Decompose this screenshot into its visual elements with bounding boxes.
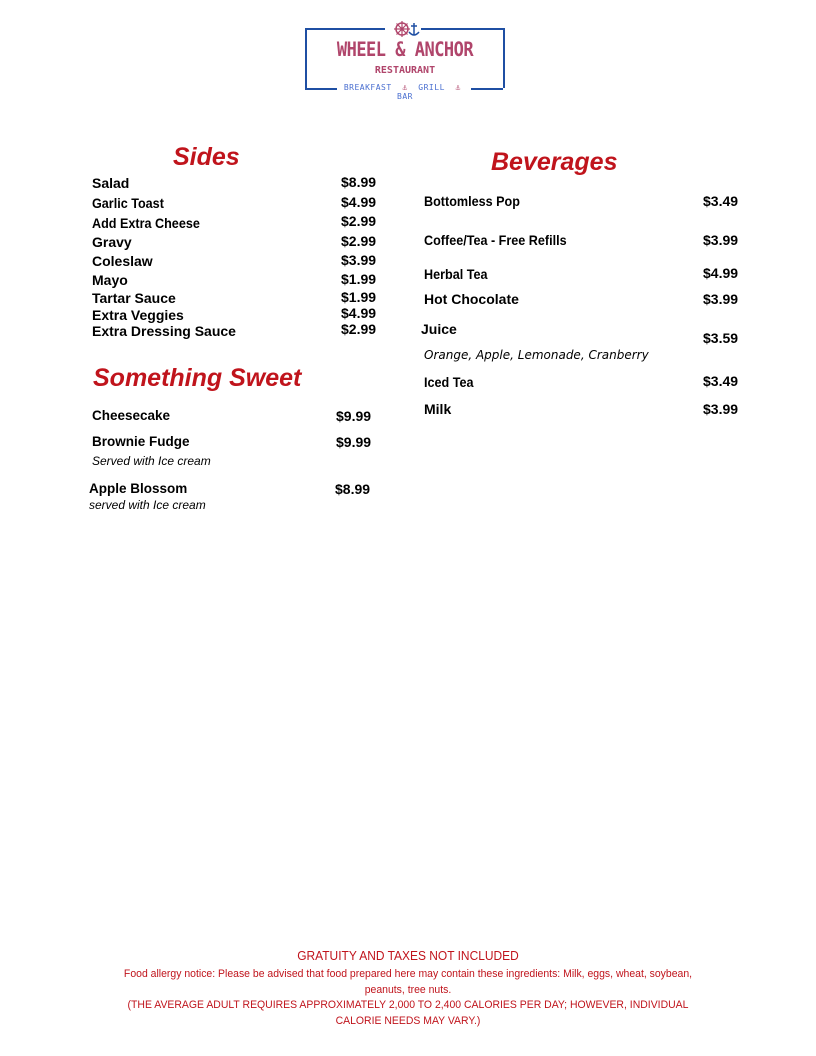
- menu-item-name: Coleslaw: [92, 253, 153, 269]
- beverages-heading: Beverages: [491, 148, 618, 176]
- menu-item-price: $9.99: [336, 434, 372, 450]
- calorie-notice: (THE AVERAGE ADULT REQUIRES APPROXIMATELY 2,000 TO 2,400 CALORIES PER DAY; HOWEVER, INDIVIDUAL CALORIE NEEDS MAY VARY.): [127, 999, 689, 1027]
- allergy-notice: Food allergy notice: Please be advised that food prepared here may contain these ingredients: Milk, eggs, wheat, soybean, peanuts, tree nuts.: [123, 968, 693, 996]
- menu-item-name: Tartar Sauce: [92, 290, 176, 306]
- logo-tagline: [341, 83, 469, 101]
- menu-item-name: Add Extra Cheese: [92, 215, 200, 231]
- logo-frame-line: [305, 28, 385, 30]
- menu-item-name: Garlic Toast: [92, 195, 164, 211]
- menu-item-price: $1.99: [341, 271, 377, 287]
- menu-item-price: $8.99: [341, 174, 377, 190]
- menu-item-price: $2.99: [341, 321, 377, 337]
- logo-tag-grill: GRILL: [418, 83, 445, 92]
- logo-frame-line: [305, 88, 337, 90]
- menu-item-name: Coffee/Tea - Free Refills: [424, 232, 567, 248]
- menu-item-price: $3.99: [703, 232, 739, 248]
- menu-item-note: Orange, Apple, Lemonade, Cranberry: [424, 348, 649, 362]
- menu-item-price: $3.59: [703, 330, 739, 346]
- menu-item-name: Salad: [92, 175, 130, 191]
- menu-item-note: served with Ice cream: [89, 498, 206, 512]
- ship-wheel-anchor-icon: [391, 20, 421, 38]
- menu-item-name: Cheesecake: [92, 408, 171, 423]
- menu-item-price: $2.99: [341, 213, 377, 229]
- menu-item-price: $1.99: [341, 289, 377, 305]
- menu-item-note: Served with Ice cream: [92, 454, 211, 468]
- menu-item-name: Extra Veggies: [92, 307, 184, 323]
- menu-item-name: Iced Tea: [424, 374, 474, 390]
- menu-item-price: $4.99: [341, 194, 377, 210]
- something-sweet-heading: Something Sweet: [93, 364, 302, 392]
- menu-item-name: Herbal Tea: [424, 266, 488, 282]
- menu-item-price: $3.49: [703, 193, 739, 209]
- menu-item-price: $2.99: [341, 233, 377, 249]
- menu-item-name: Juice: [421, 321, 457, 337]
- menu-item-name: Extra Dressing Sauce: [92, 323, 236, 339]
- sides-heading: Sides: [173, 143, 240, 171]
- menu-item-name: Gravy: [92, 234, 132, 250]
- menu-item-price: $3.99: [703, 291, 739, 307]
- gratuity-notice: GRATUITY AND TAXES NOT INCLUDED: [297, 948, 519, 963]
- logo-tag-bar: BAR: [397, 92, 413, 101]
- menu-item-price: $4.99: [703, 265, 739, 281]
- menu-item-name: Bottomless Pop: [424, 193, 520, 209]
- anchor-icon: ⚓: [397, 83, 413, 92]
- menu-item-name: Brownie Fudge: [92, 434, 190, 449]
- menu-item-price: $3.99: [703, 401, 739, 417]
- menu-item-price: $8.99: [335, 481, 371, 497]
- logo-name: WHEEL & ANCHOR: [336, 38, 474, 62]
- menu-item-name: Milk: [424, 401, 452, 417]
- menu-item-price: $3.99: [341, 252, 377, 268]
- menu-item-name: Hot Chocolate: [424, 291, 519, 307]
- logo-subtitle: RESTAURANT: [374, 65, 436, 76]
- logo-tag-breakfast: BREAKFAST: [343, 83, 392, 92]
- logo-frame-line: [421, 28, 503, 30]
- menu-item-name: Mayo: [92, 272, 128, 288]
- logo-frame-line: [471, 88, 503, 90]
- menu-item-name: Apple Blossom: [89, 481, 188, 496]
- restaurant-logo: [305, 20, 505, 101]
- menu-item-price: $3.49: [703, 373, 739, 389]
- anchor-icon: ⚓: [450, 83, 467, 92]
- menu-item-price: $4.99: [341, 305, 377, 321]
- menu-item-price: $9.99: [336, 408, 372, 424]
